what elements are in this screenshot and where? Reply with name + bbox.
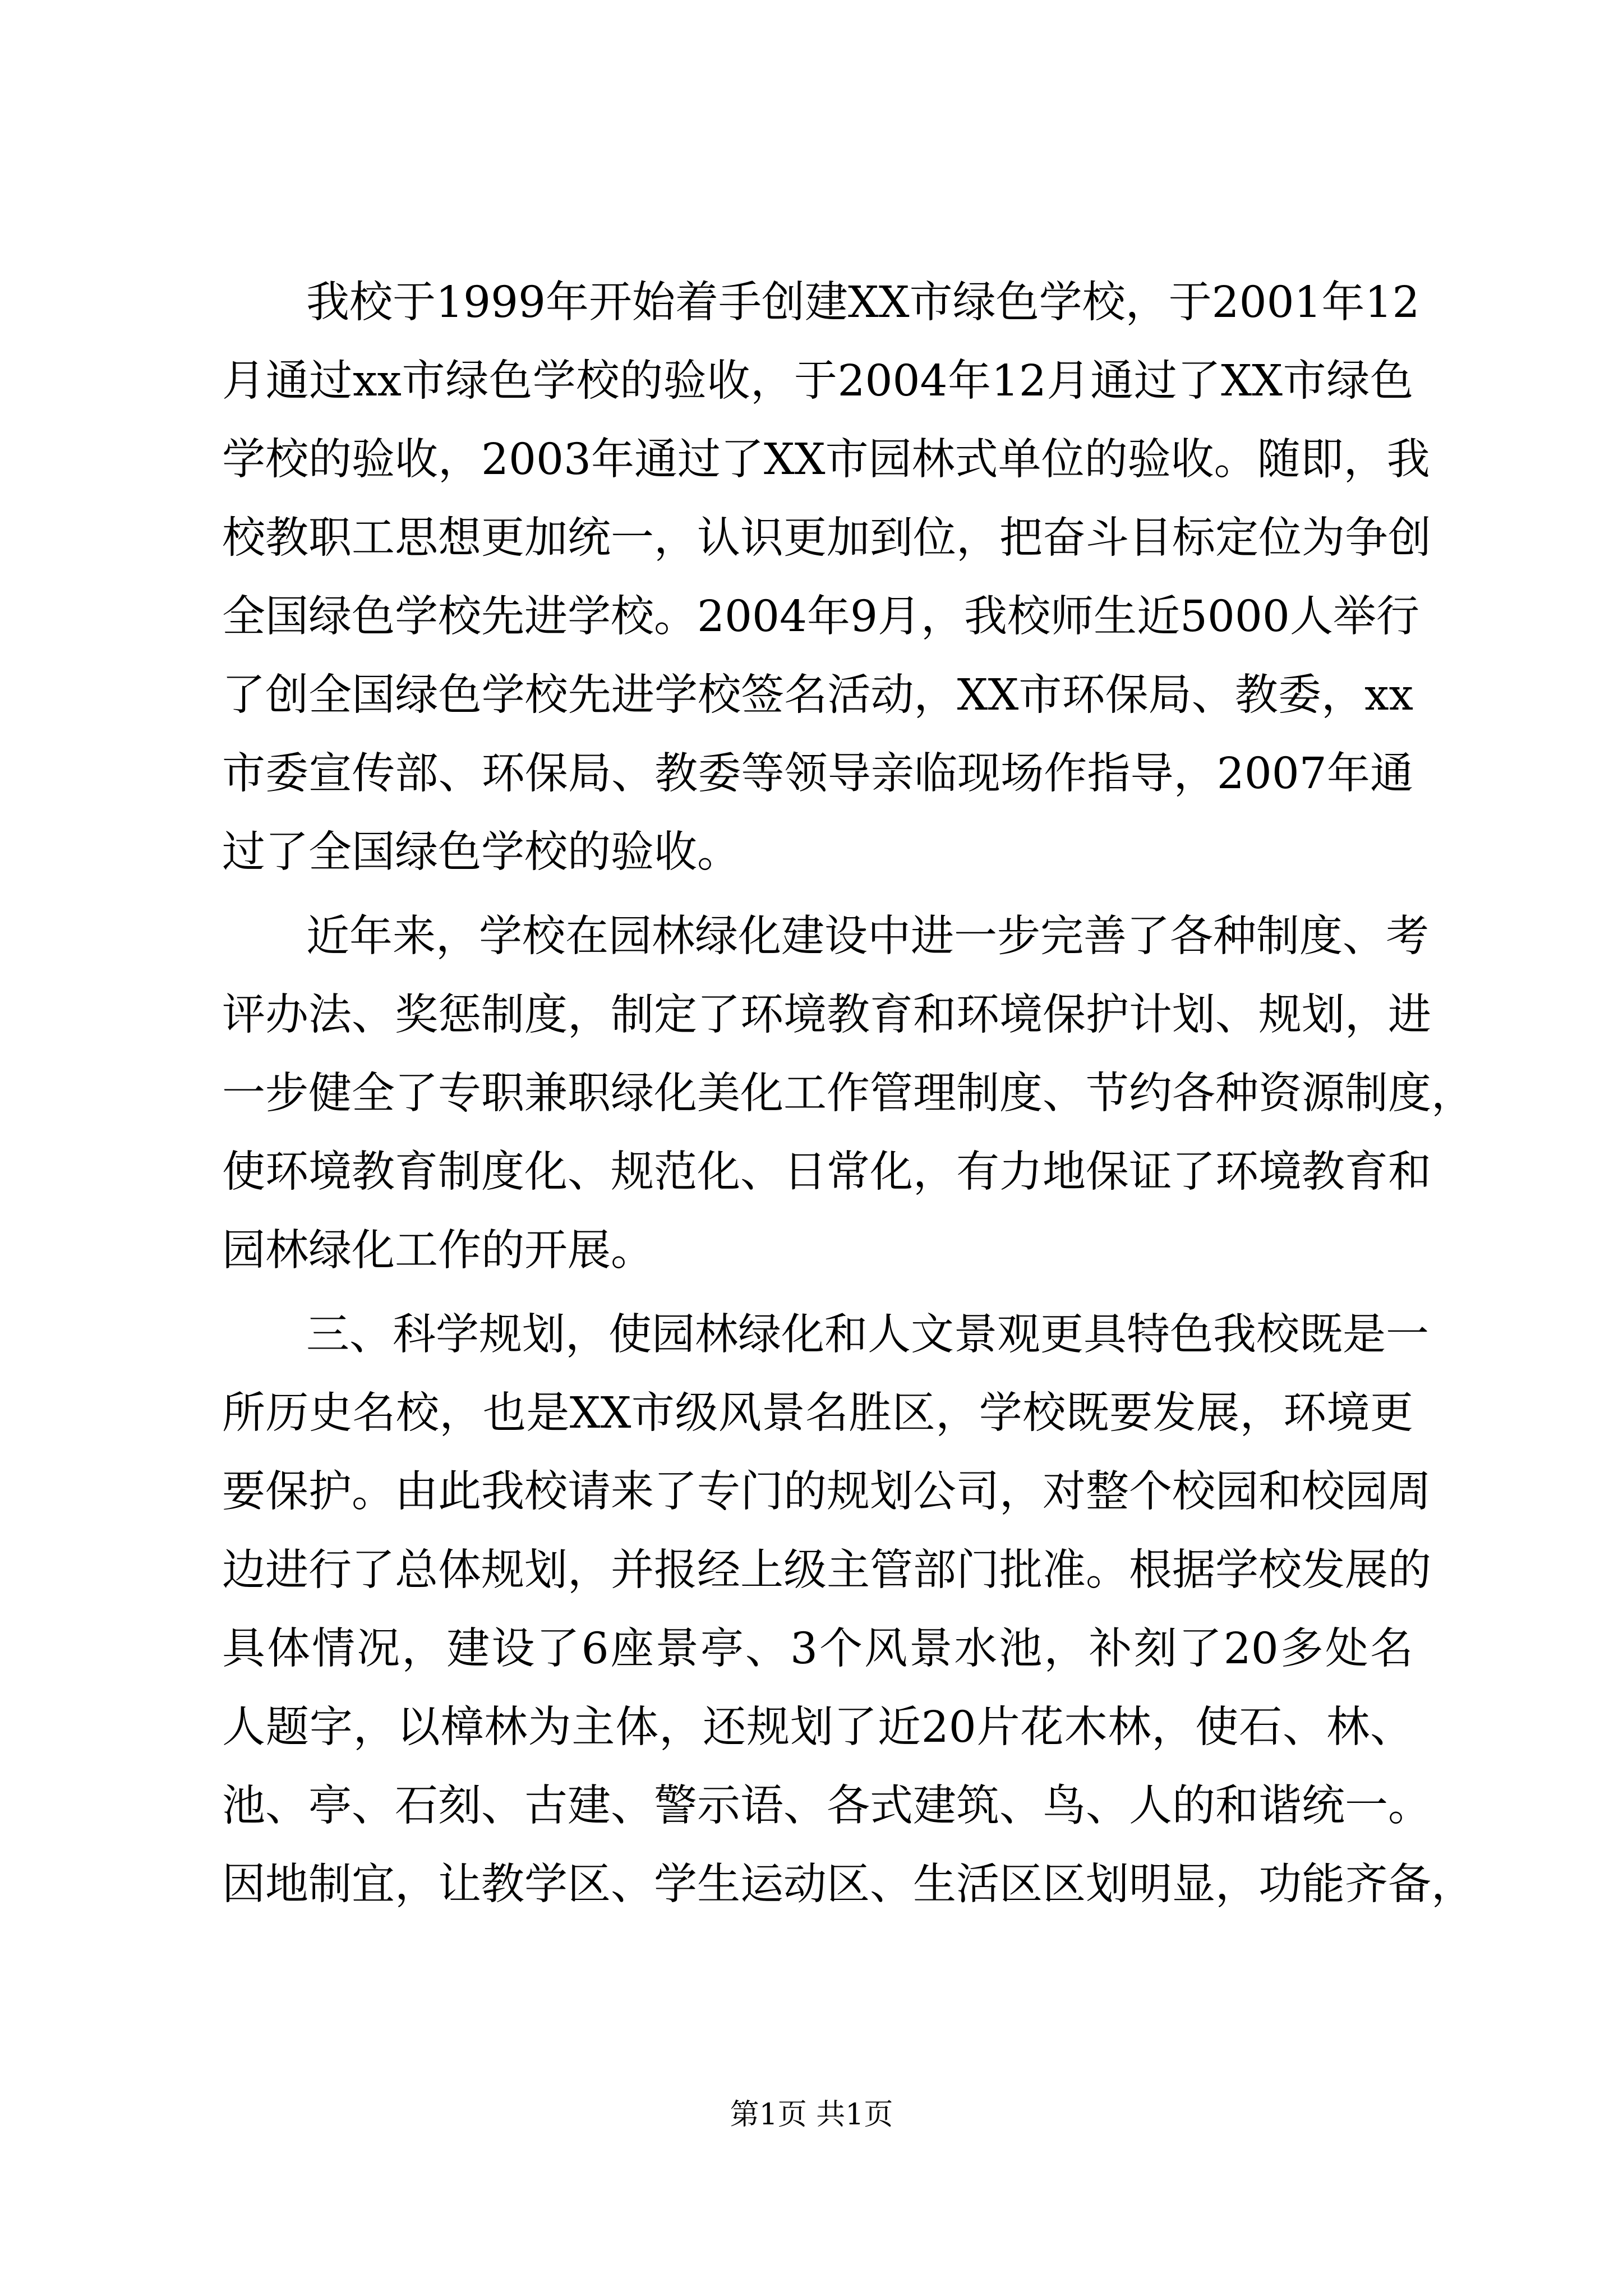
paragraph-line-last: 过了全国绿色学校的验收。 [222, 827, 740, 877]
paragraph-line: 要保护。由此我校请来了专门的规划公司，对整个校园和校园周 [222, 1467, 1431, 1517]
paragraph-line: 市委宣传部、环保局、教委等领导亲临现场作指导，2007年通 [222, 749, 1413, 799]
paragraph-line: 近年来，学校在园林绿化建设中进一步完善了各种制度、考 [306, 912, 1429, 961]
paragraph-line: 所历史名校，也是XX市级风景名胜区，学校既要发展，环境更 [222, 1388, 1413, 1438]
paragraph-line: 月通过xx市绿色学校的验收，于2004年12月通过了XX市绿色 [222, 356, 1413, 406]
paragraph-line: 学校的验收，2003年通过了XX市园林式单位的验收。随即，我 [222, 435, 1430, 485]
paragraph-line: 评办法、奖惩制度，制定了环境教育和环境保护计划、规划，进 [222, 990, 1431, 1040]
paragraph-line: 边进行了总体规划，并报经上级主管部门批准。根据学校发展的 [222, 1545, 1431, 1595]
paragraph-line: 因地制宜，让教学区、学生运动区、生活区区划明显，功能齐备， [222, 1860, 1474, 1910]
paragraph-line: 一步健全了专职兼职绿化美化工作管理制度、节约各种资源制度， [222, 1069, 1474, 1119]
paragraph-line: 我校于1999年开始着手创建XX市绿色学校，于2001年12 [306, 278, 1420, 328]
paragraph-line: 池、亭、石刻、古建、警示语、各式建筑、鸟、人的和谐统一。 [222, 1781, 1431, 1831]
paragraph-line: 校教职工思想更加统一，认识更加到位，把奋斗目标定位为争创 [222, 513, 1431, 563]
page-number-footer: 第1页 共1页 [730, 2098, 893, 2132]
paragraph-line: 使环境教育制度化、规范化、日常化，有力地保证了环境教育和 [222, 1147, 1431, 1197]
paragraph-line: 三、科学规划，使园林绿化和人文景观更具特色我校既是一 [306, 1310, 1429, 1360]
paragraph-line-last: 园林绿化工作的开展。 [222, 1226, 654, 1276]
paragraph-line: 人题字，以樟林为主体，还规划了近20片花木林，使石、林、 [222, 1703, 1413, 1752]
paragraph-line: 全国绿色学校先进学校。2004年9月，我校师生近5000人举行 [222, 592, 1419, 642]
paragraph-line: 了创全国绿色学校先进学校签名活动，XX市环保局、教委，xx [222, 670, 1413, 720]
paragraph-line: 具体情况，建设了6座景亭、3个风景水池，补刻了20多处名 [222, 1624, 1413, 1674]
